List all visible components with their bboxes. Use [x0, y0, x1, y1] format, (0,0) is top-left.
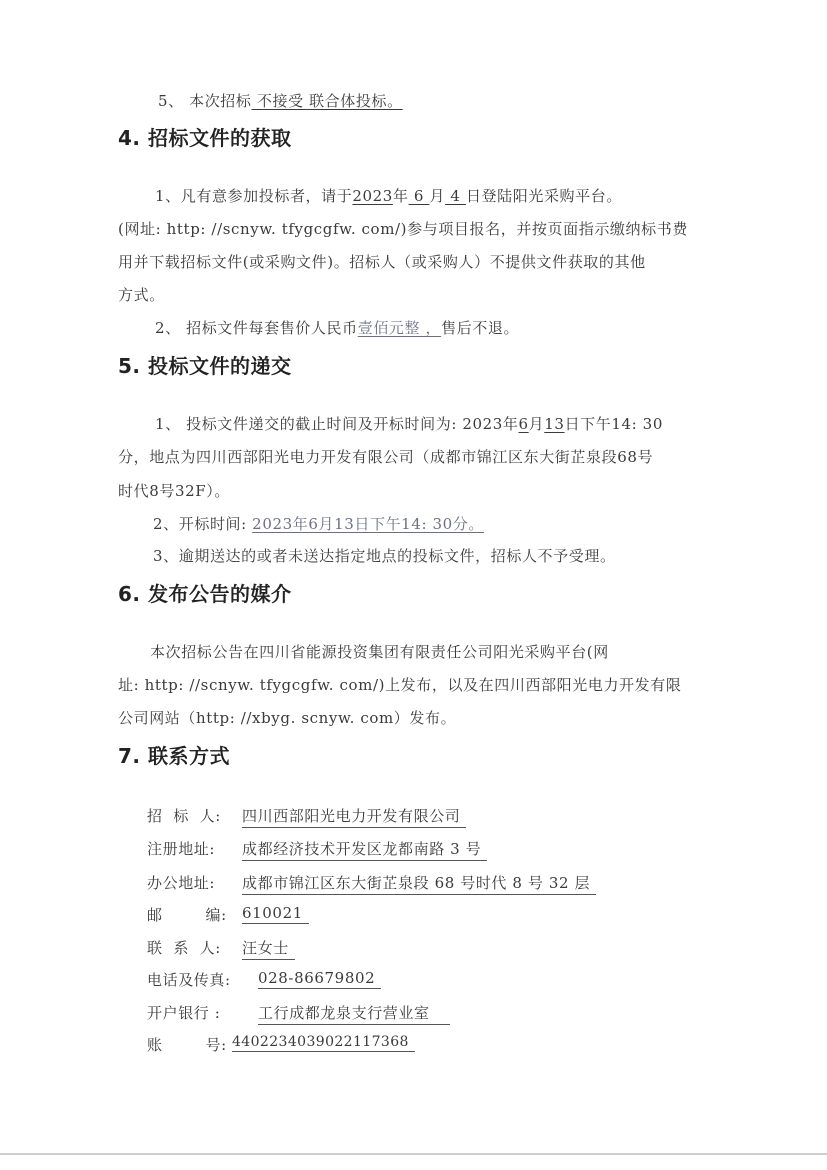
contact-label-postcode: 邮 编: [147, 906, 227, 924]
section5-p1-line1 [155, 413, 663, 434]
item5-prefix: 5、 本次招标 [158, 92, 252, 110]
section5-p1-day: 13 [544, 415, 565, 433]
section6-line1: 本次招标公告在四川省能源投资集团有限责任公司阳光采购平台(网 [150, 643, 609, 661]
section4-p1-text-a: 1、凡有意参加投标者，请于 [155, 187, 353, 205]
section5-p1-text-b: 月 [528, 415, 545, 433]
contact-value-office-address: 成都市锦江区东大街芷泉段 68 号时代 8 号 32 层 [242, 872, 596, 895]
contact-value-phone-fax: 028-86679802 [258, 969, 381, 989]
section5-p1-text-a: 1、 投标文件递交的截止时间及开标时间为: 2023年 [155, 415, 519, 433]
section4-p1-text-d: 日登陆阳光采购平台。 [465, 187, 622, 205]
contact-value-tenderer: 四川西部阳光电力开发有限公司 [242, 805, 466, 828]
section5-p2 [153, 513, 484, 534]
section4-p1-line3: 用并下载招标文件(或采购文件)。招标人（或采购人）不提供文件获取的其他 [118, 253, 646, 271]
item5-line [158, 90, 403, 111]
section5-p3: 3、逾期送达的或者未送达指定地点的投标文件，招标人不予受理。 [153, 547, 616, 565]
contact-value-postcode: 610021 [242, 904, 309, 924]
section4-p2 [155, 317, 519, 338]
section5-p2-label: 2、开标时间: [153, 515, 253, 533]
item5-underlined: 不接受 [251, 92, 310, 110]
contact-label-phone-fax: 电话及传真: [147, 971, 231, 989]
section4-p2-price: 壹佰元整 ， [357, 319, 442, 337]
section6-line2: 址: http: //scnyw. tfygcgfw. com/)上发布，以及在四川西部阳光电力开发有限 [118, 676, 682, 694]
contact-value-bank: 工行成都龙泉支行营业室 [258, 1002, 450, 1025]
contact-label-reg-address: 注册地址: [147, 840, 216, 858]
section4-p1-day: 4 [445, 187, 466, 205]
section7-title: 7. 联系方式 [118, 744, 230, 768]
section4-p1-line2: (网址: http: //scnyw. tfygcgfw. com/)参与项目报名，并按页面指示缴纳标书费 [118, 220, 688, 238]
section4-p1-year: 2023 [352, 187, 393, 205]
page-bottom-edge [0, 1153, 827, 1155]
section4-p2-text-b: 售后不退。 [441, 319, 520, 337]
section5-p1-line2: 分，地点为四川西部阳光电力开发有限公司（成都市锦江区东大街芷泉段68号 [118, 448, 654, 466]
contact-label-office-address: 办公地址: [147, 874, 216, 892]
section4-p1-text-b: 年 [392, 187, 409, 205]
section4-p1-line4: 方式。 [118, 286, 165, 304]
contact-value-reg-address: 成都经济技术开发区龙都南路 3 号 [242, 838, 487, 861]
section4-p1-line1 [155, 185, 622, 206]
section5-p1-text-c: 日下午14: 30 [564, 415, 663, 433]
contact-label-account: 账 号: [147, 1036, 227, 1054]
contact-label-contact-person: 联 系 人: [147, 939, 221, 957]
contact-value-contact-person: 汪女士 [242, 937, 295, 960]
section4-p1-text-c: 月 [429, 187, 446, 205]
section4-p2-text-a: 2、 招标文件每套售价人民币 [155, 319, 358, 337]
contact-value-account: 4402234039022117368 [232, 1034, 415, 1052]
section6-line3: 公司网站（http: //xbyg. scnyw. com）发布。 [118, 709, 457, 727]
contact-label-bank: 开户银行 : [147, 1004, 221, 1022]
section5-title: 5. 投标文件的递交 [118, 354, 292, 378]
section4-p1-month: 6 [408, 187, 430, 205]
section5-p2-time: 2023年6月13日下午14: 30分。 [252, 515, 484, 533]
item5-suffix: 联合体投标。 [309, 92, 403, 110]
section6-title: 6. 发布公告的媒介 [118, 582, 292, 606]
section5-p1-month: 6 [518, 415, 529, 433]
section4-title: 4. 招标文件的获取 [118, 126, 292, 150]
contact-label-tenderer: 招 标 人: [147, 807, 221, 825]
section5-p1-line3: 时代8号32F）。 [118, 482, 230, 500]
